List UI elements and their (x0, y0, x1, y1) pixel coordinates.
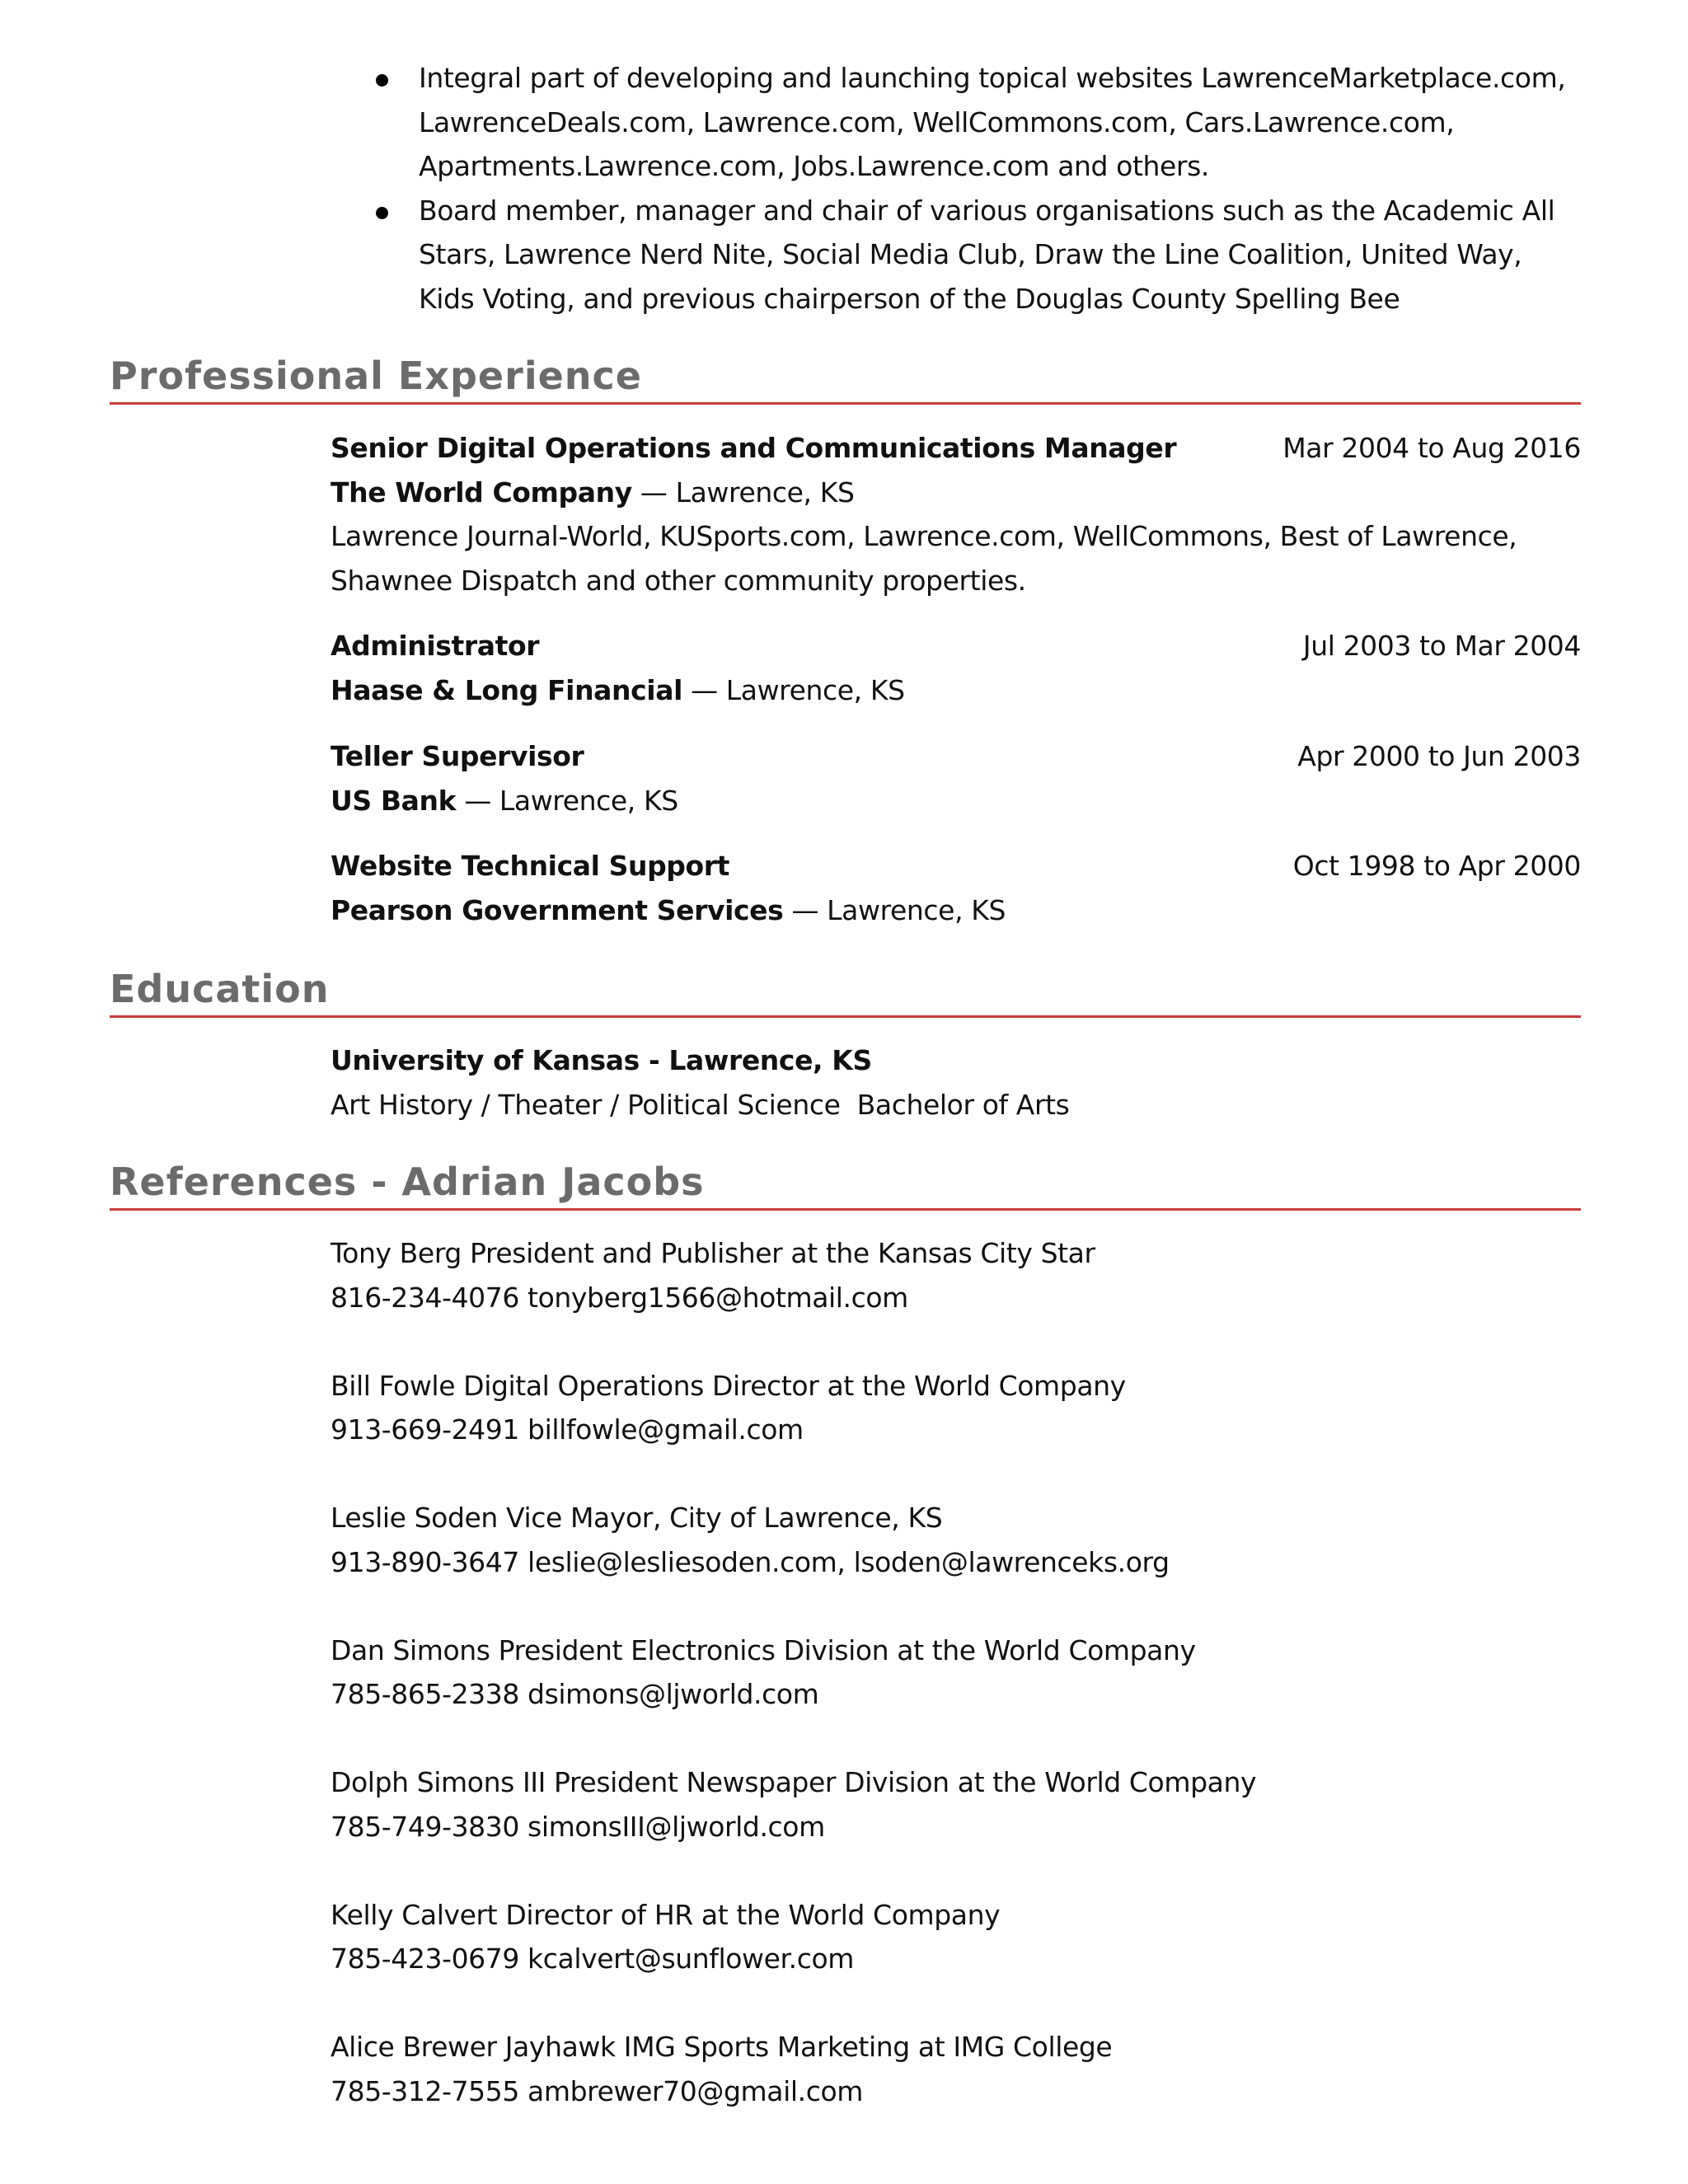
job-company: Haase & Long Financial (331, 673, 682, 706)
reference-name: Dan Simons President Electronics Division at the World Company (331, 1633, 1196, 1666)
job-role: Teller Supervisor (331, 740, 584, 772)
job-location: — Lawrence, KS (631, 476, 855, 509)
job-dates: Mar 2004 to Aug 2016 (1282, 432, 1581, 464)
bullet-text: Board member, manager and chair of various organisations such as the Academic All Stars, Lawrence Nerd Nite, Social Media Club, Draw the Line Coalition, United Way, Kids Voting, and previous chairperson of the Douglas County Spelling Bee (419, 194, 1555, 315)
reference-contact: 816-234-4076 tonyberg1566@hotmail.com (331, 1281, 908, 1314)
list-item (376, 189, 1579, 321)
job-dates: Apr 2000 to Jun 2003 (1297, 740, 1581, 772)
reference-name: Bill Fowle Digital Operations Director at the World Company (331, 1369, 1126, 1402)
job-company: US Bank (331, 784, 457, 817)
reference-contact: 785-865-2338 dsimons@ljworld.com (331, 1678, 819, 1710)
job-location: — Lawrence, KS (783, 893, 1006, 926)
job-dates: Jul 2003 to Mar 2004 (1302, 630, 1581, 662)
reference-contact: 913-669-2491 billfowle@gmail.com (331, 1413, 804, 1446)
reference-contact: 913-890-3647 leslie@lesliesoden.com, lsoden@lawrenceks.org (331, 1545, 1170, 1578)
reference-name: Dolph Simons III President Newspaper Division at the World Company (331, 1766, 1257, 1798)
list-item (331, 1231, 1581, 1319)
job-role: Senior Digital Operations and Communications Manager (331, 432, 1177, 464)
list-item (331, 1496, 1581, 1584)
job-location: — Lawrence, KS (682, 673, 905, 706)
job-location: — Lawrence, KS (456, 784, 678, 817)
list-item (376, 56, 1579, 189)
education-school: University of Kansas - Lawrence, KS (331, 1044, 872, 1076)
reference-name: Leslie Soden Vice Mayor, City of Lawrence, KS (331, 1502, 943, 1534)
bullet-icon (376, 74, 388, 87)
section-title-references: References - Adrian Jacobs (110, 1159, 1581, 1211)
reference-contact: 785-312-7555 ambrewer70@gmail.com (331, 2074, 863, 2107)
job-role: Website Technical Support (331, 850, 730, 882)
education-degree: Art History / Theater / Political Science Bachelor of Arts (331, 1088, 1070, 1121)
job-entry (331, 426, 1581, 602)
list-item (331, 1364, 1581, 1452)
job-company: The World Company (331, 476, 632, 509)
bullet-text: Integral part of developing and launching topical websites LawrenceMarketplace.com, LawrenceDeals.com, Lawrence.com, WellCommons.com, Cars.Lawrence.com, Apartments.Lawrence.com, Jobs.Lawrence.com and others. (419, 62, 1566, 182)
reference-name: Kelly Calvert Director of HR at the World Company (331, 1898, 1001, 1931)
education-entry (331, 1038, 1581, 1127)
job-entry (331, 624, 1581, 712)
reference-name: Alice Brewer Jayhawk IMG Sports Marketing at IMG College (331, 2031, 1113, 2063)
job-entry (331, 734, 1581, 823)
job-company: Pearson Government Services (331, 893, 784, 926)
list-item (331, 1760, 1581, 1849)
highlights-list (376, 56, 1579, 321)
reference-contact: 785-423-0679 kcalvert@sunflower.com (331, 1943, 855, 1975)
section-title-experience: Professional Experience (110, 353, 1581, 405)
list-item (331, 1893, 1581, 1981)
list-item (331, 1629, 1581, 1717)
reference-name: Tony Berg President and Publisher at the Kansas City Star (331, 1237, 1095, 1269)
job-role: Administrator (331, 630, 540, 662)
section-title-education: Education (110, 966, 1581, 1018)
reference-contact: 785-749-3830 simonsIII@ljworld.com (331, 1810, 825, 1843)
references-list (331, 1231, 1581, 2158)
list-item (331, 2025, 1581, 2113)
job-entry (331, 844, 1581, 932)
job-dates: Oct 1998 to Apr 2000 (1292, 850, 1581, 882)
bullet-icon (376, 207, 388, 219)
job-description: Lawrence Journal-World, KUSports.com, Lawrence.com, WellCommons, Best of Lawrence, Shawnee Dispatch and other community properties. (331, 520, 1517, 597)
